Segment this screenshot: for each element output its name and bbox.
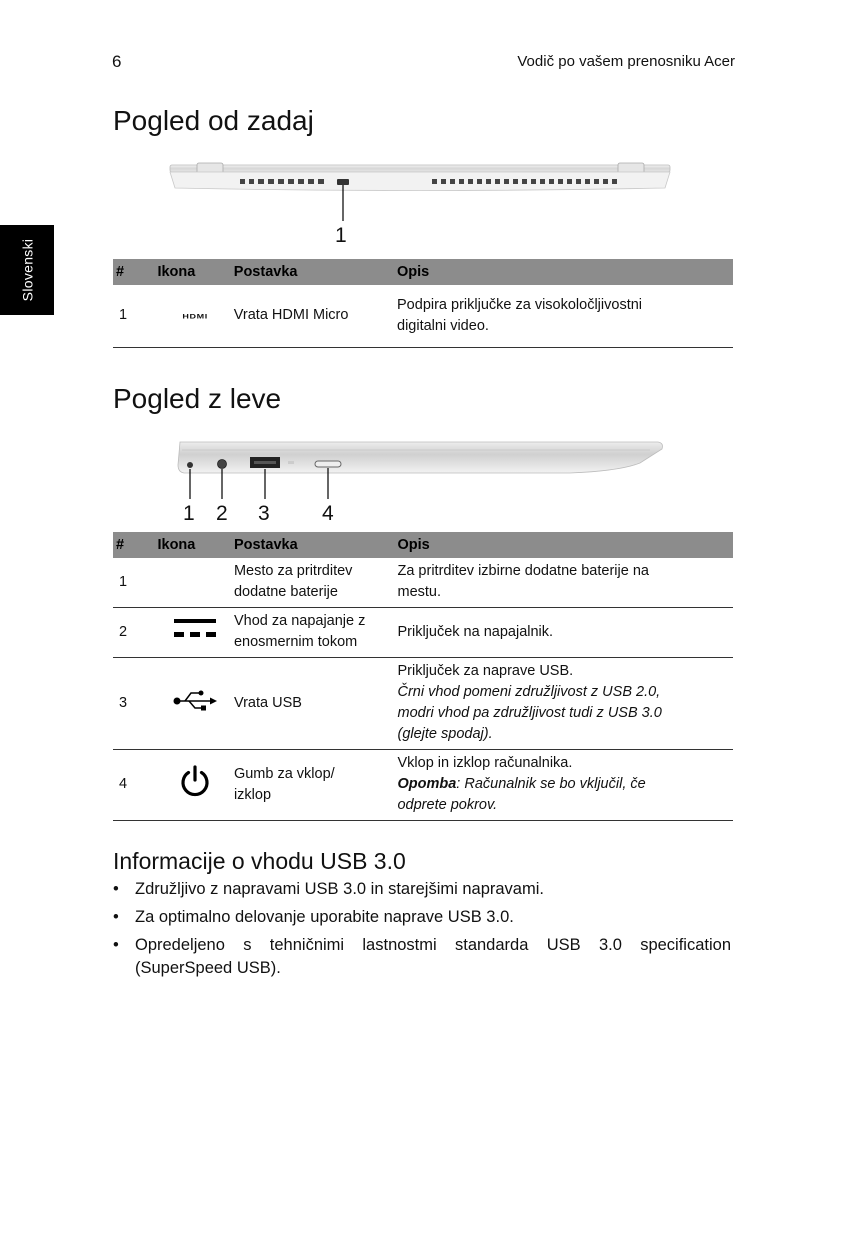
- language-side-tab: [0, 225, 54, 315]
- side-tab-label: Slovenski: [19, 238, 35, 302]
- table-row: [113, 558, 733, 607]
- col-header-item: Postavka: [234, 259, 397, 285]
- left-callout-1: 1: [183, 502, 195, 525]
- left-callout-4: 4: [322, 502, 334, 525]
- table-row: [113, 749, 733, 820]
- left-ports-table: [113, 532, 733, 821]
- note-label: Opomba: [397, 776, 457, 792]
- row-description: Priključek za naprave USB. Črni vhod pomeni združljivost z USB 2.0, modri vhod pa združljivost tudi z USB 3.0 (glejte spodaj).: [397, 657, 733, 749]
- col-header-number: #: [113, 532, 156, 558]
- row-number: 2: [113, 607, 156, 657]
- dc-in-port: [218, 460, 227, 469]
- row-number: 1: [113, 285, 156, 347]
- row-description: Priključek na napajalnik.: [397, 607, 733, 657]
- col-header-number: #: [113, 259, 156, 285]
- power-button-slot: [315, 461, 341, 467]
- power-icon: [178, 764, 212, 798]
- rear-vents-left: [240, 179, 324, 184]
- page-number: 6: [112, 52, 122, 71]
- list-item: • Združljivo z napravami USB 3.0 in starejšimi napravami.: [113, 878, 731, 901]
- row-description: Za pritrditev izbirne dodatne baterije na mestu.: [397, 558, 733, 607]
- row-description: Vklop in izklop računalnika. Opomba: Računalnik se bo vključil, če odprete pokrov.: [397, 749, 733, 820]
- dc-in-icon: [172, 616, 218, 642]
- running-title: Vodič po vašem prenosniku Acer: [517, 53, 735, 70]
- row-item: Gumb za vklop/ izklop: [234, 749, 398, 820]
- rear-vents-right: [432, 179, 617, 184]
- row-item: Vrata HDMI Micro: [234, 285, 397, 347]
- table-row: [113, 607, 733, 657]
- left-view-title: Pogled z leve: [113, 383, 282, 414]
- col-header-icon: Ikona: [156, 259, 233, 285]
- hdmi-icon: HDMI: [182, 312, 208, 320]
- rear-ports-table: [113, 259, 733, 348]
- laptop-rear-body: [170, 163, 670, 191]
- lock-slot-port: [187, 462, 193, 468]
- rear-callout-1: 1: [335, 224, 347, 247]
- row-item: Vhod za napajanje z enosmernim tokom: [234, 607, 398, 657]
- col-header-icon: Ikona: [156, 532, 233, 558]
- left-callout-3: 3: [258, 502, 270, 525]
- rear-view-illustration: [160, 155, 680, 250]
- row-number: 4: [113, 749, 156, 820]
- row-number: 3: [113, 657, 156, 749]
- left-view-illustration: [170, 435, 670, 505]
- usb-info-title: Informacije o vhodu USB 3.0: [113, 848, 406, 874]
- usb-icon: [171, 689, 219, 711]
- col-header-item: Postavka: [234, 532, 398, 558]
- table-header-row: [113, 532, 733, 558]
- row-description: Podpira priključke za visokoločljivostni digitalni video.: [397, 285, 733, 347]
- table-row: [113, 285, 733, 347]
- rear-view-title: Pogled od zadaj: [113, 105, 314, 136]
- col-header-description: Opis: [397, 259, 733, 285]
- hdmi-micro-port: [337, 179, 349, 185]
- table-header-row: [113, 259, 733, 285]
- usb-info-list: [113, 878, 731, 985]
- row-number: 1: [113, 558, 156, 607]
- table-row: [113, 657, 733, 749]
- row-item: Vrata USB: [234, 657, 398, 749]
- col-header-description: Opis: [397, 532, 733, 558]
- left-callout-2: 2: [216, 502, 228, 525]
- row-item: Mesto za pritrditev dodatne baterije: [234, 558, 398, 607]
- list-item: • Za optimalno delovanje uporabite naprave USB 3.0.: [113, 906, 731, 929]
- list-item: • Opredeljeno s tehničnimi lastnostmi standarda USB 3.0 specification (SuperSpeed USB).: [113, 934, 731, 980]
